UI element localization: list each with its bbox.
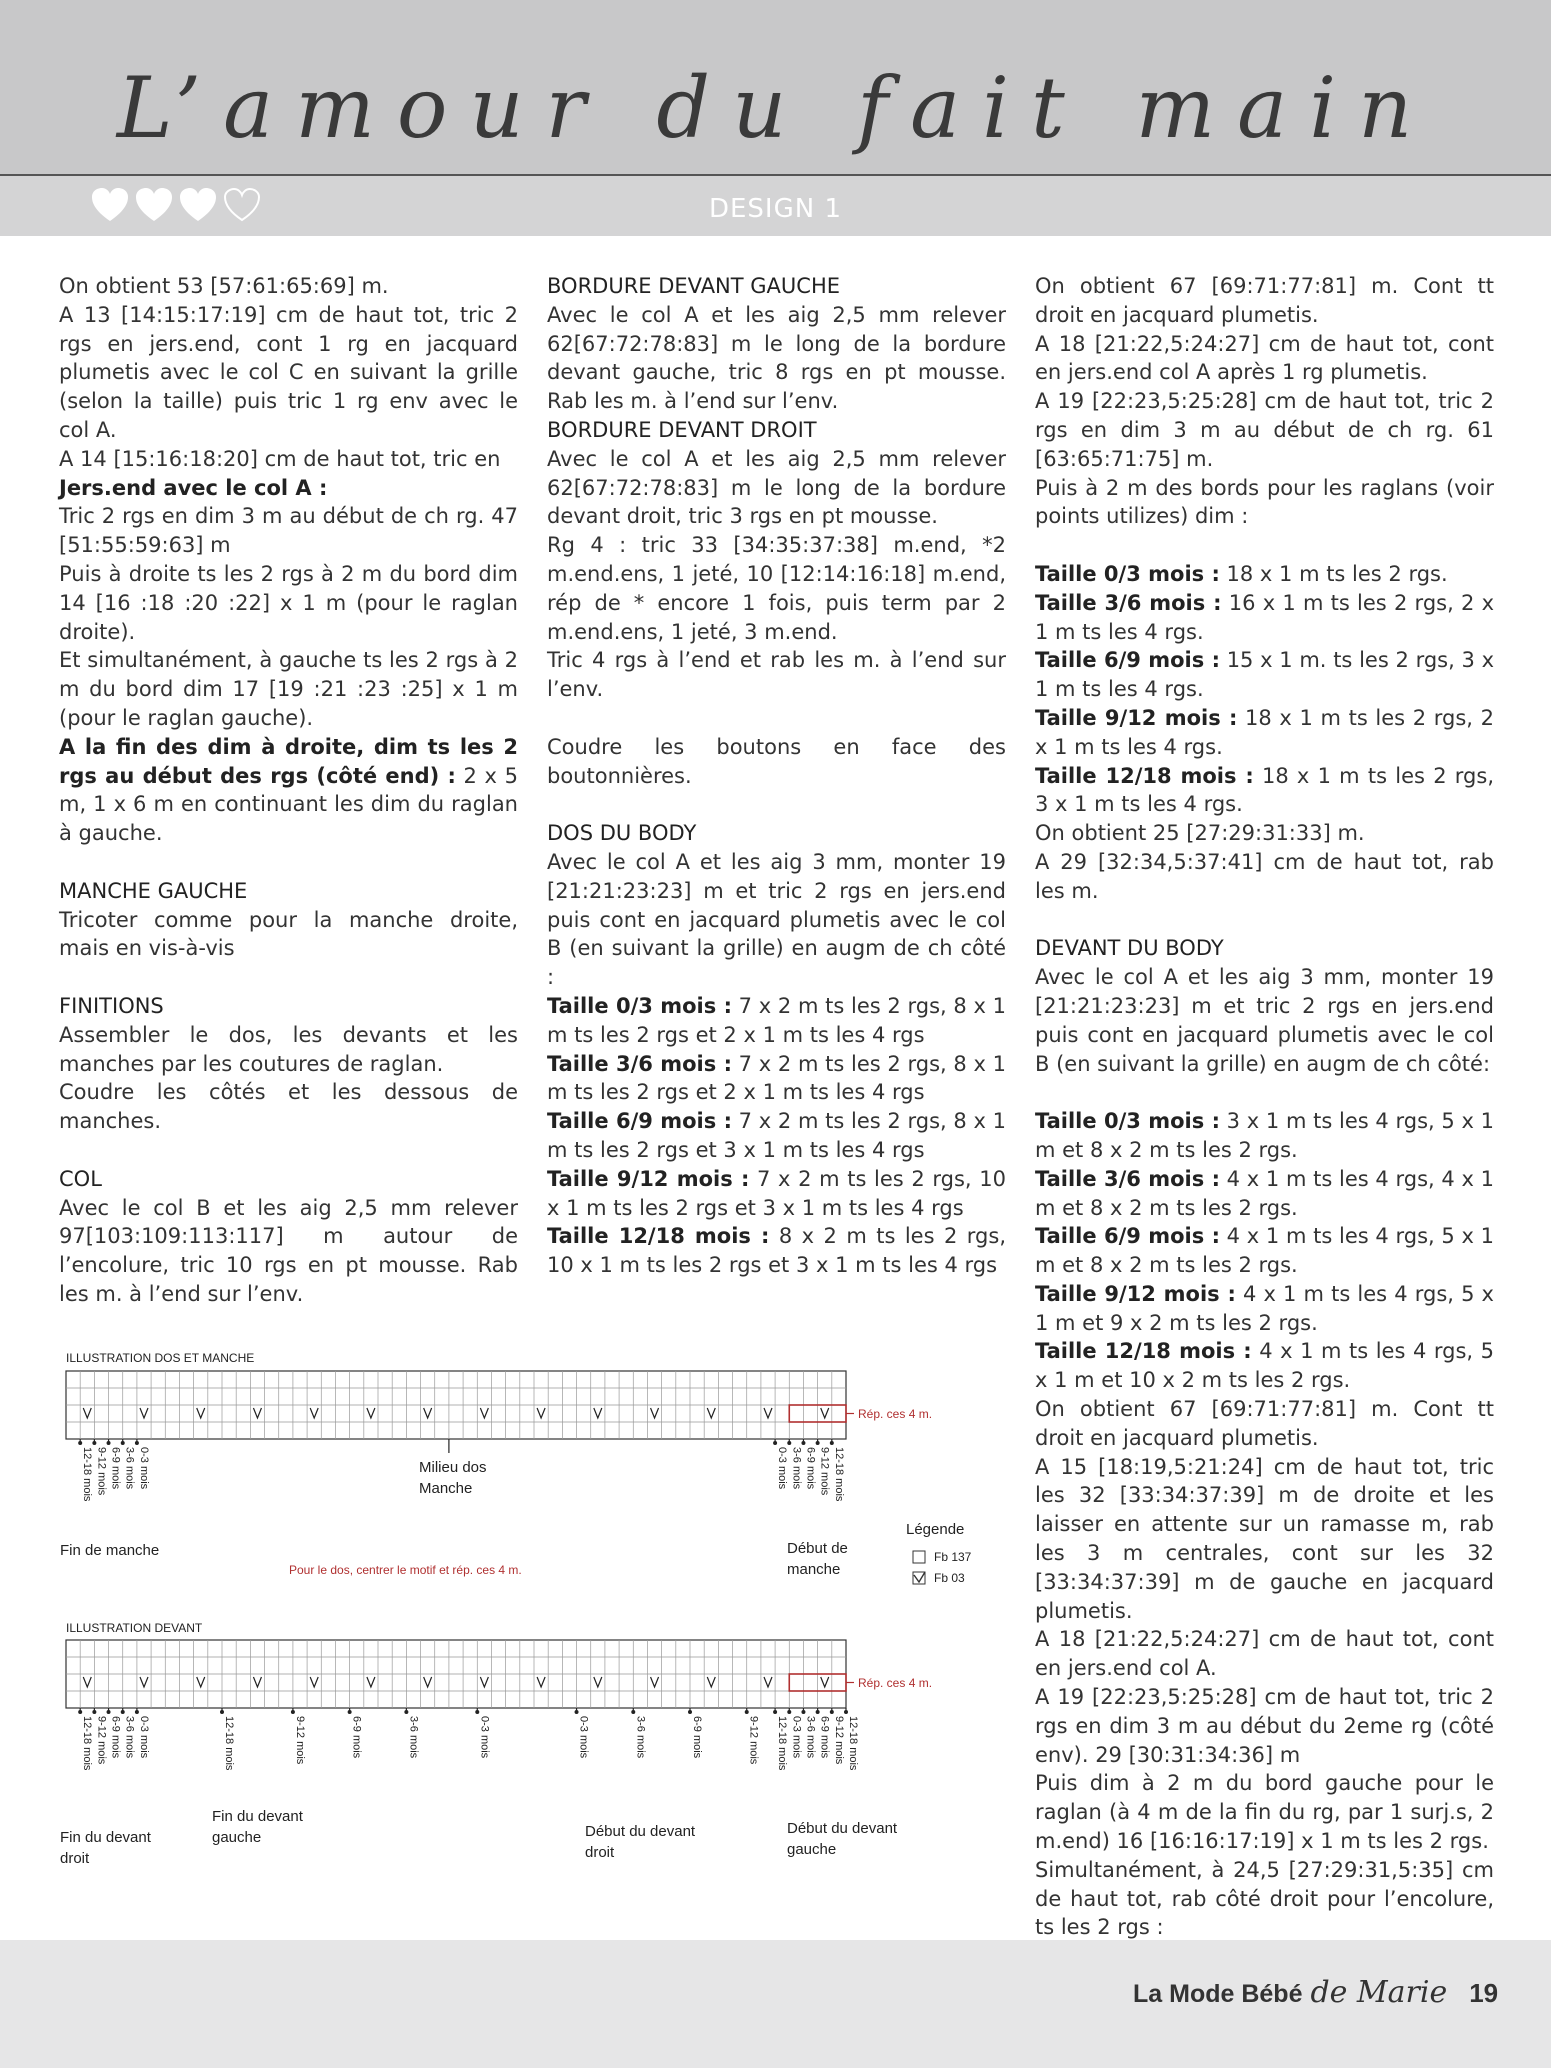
size-label: 9-12 mois bbox=[747, 1716, 760, 1765]
paragraph bbox=[59, 474, 518, 503]
size-tick-dot bbox=[801, 1441, 805, 1445]
paragraph-text: Puis à droite ts les 2 rgs à 2 m du bord dim 14 [16 :18 :20 :22] x 1 m (pour le raglan droite). bbox=[59, 561, 518, 644]
bold-lead: Taille 12/18 mois : bbox=[1035, 1339, 1252, 1364]
size-tick-dot bbox=[830, 1710, 834, 1714]
size-tick-dot bbox=[135, 1441, 139, 1445]
paragraph-text: Tric 4 rgs à l’end et rab les m. à l’end sur l’env. bbox=[547, 648, 1006, 702]
chart1-note: Pour le dos, centrer le motif et rép. ces 4 m. bbox=[289, 1563, 522, 1577]
paragraph-text: Puis à 2 m des bords pour les raglans (voir points utilizes) dim : bbox=[1035, 475, 1494, 529]
size-tick-dot bbox=[348, 1710, 352, 1714]
paragraph-text: A 29 [32:34,5:37:41] cm de haut tot, rab les m. bbox=[1035, 849, 1494, 903]
paragraph bbox=[1035, 560, 1494, 589]
paragraph bbox=[1035, 1625, 1494, 1683]
size-label: 12-18 mois bbox=[81, 1447, 94, 1502]
bold-lead: Taille 3/6 mois : bbox=[547, 1051, 732, 1076]
paragraph-text: Avec le col A et les aig 3 mm, monter 19 [21:21:23:23] m et tric 2 rgs en jers.end puis cont en jacquard plumetis avec le col B (en suivant la grille) en augm de ch côté : bbox=[547, 849, 1006, 990]
paragraph-text: 3 x 1 m ts les 4 rgs, 5 x 1 m et 8 x 2 m ts les 2 rgs. bbox=[1035, 1109, 1494, 1162]
size-tick-dot bbox=[830, 1441, 834, 1445]
paragraph-text: A 19 [22:23,5:25:28] cm de haut tot, tric 2 rgs en dim 3 m au début de ch rg. 61 [63:65:71:75] m. bbox=[1035, 389, 1494, 471]
size-tick-dot bbox=[121, 1441, 125, 1445]
section-label: DESIGN 1 bbox=[708, 194, 843, 224]
paragraph bbox=[547, 531, 1006, 646]
paragraph-text: 7 x 2 m ts les 2 rgs, 8 x 1 m ts les 2 rgs et 2 x 1 m ts les 4 rgs bbox=[547, 1051, 1006, 1105]
chart1-debut-label-2: manche bbox=[787, 1561, 841, 1578]
paragraph bbox=[1035, 704, 1494, 762]
paragraph-text: Puis dim à 2 m du bord gauche pour le raglan (à 4 m de la fin du rg, par 1 surj.s, 2 m.end) 16 [16:16:17:19] x 1 m ts les 2 rgs. bbox=[1035, 1771, 1494, 1854]
chart2-debut-droit-1: Début du devant bbox=[585, 1823, 696, 1840]
paragraph bbox=[547, 445, 1006, 531]
size-label: 3-6 mois bbox=[634, 1716, 647, 1759]
size-label: 6-9 mois bbox=[109, 1447, 122, 1490]
size-tick-dot bbox=[78, 1441, 82, 1445]
size-label: 0-3 mois bbox=[577, 1716, 590, 1759]
chart1-fin-label: Fin de manche bbox=[60, 1542, 160, 1559]
paragraph-text: Avec le col A et les aig 2,5 mm relever 62[67:72:78:83] m le long de la bordure devant droit, tric 3 rgs en pt mousse. bbox=[547, 446, 1006, 529]
bold-lead: Taille 3/6 mois : bbox=[1035, 1166, 1220, 1191]
paragraph-text: 4 x 1 m ts les 4 rgs, 5 x 1 m et 10 x 2 m ts les 2 rgs. bbox=[1035, 1339, 1494, 1393]
size-label: 6-9 mois bbox=[818, 1716, 831, 1759]
chart2-fin-droit-2: droit bbox=[60, 1850, 90, 1867]
paragraph bbox=[1035, 589, 1494, 647]
paragraph-text: 18 x 1 m ts les 2 rgs, 2 x 1 m ts les 4 rgs. bbox=[1035, 705, 1494, 759]
paragraph-spacer bbox=[1035, 1078, 1494, 1107]
size-label: 3-6 mois bbox=[123, 1447, 136, 1490]
size-tick-dot bbox=[631, 1710, 635, 1714]
footer-brand bbox=[1133, 1975, 1498, 2010]
paragraph bbox=[547, 733, 1006, 791]
paragraph-text: 4 x 1 m ts les 4 rgs, 5 x 1 m et 8 x 2 m ts les 2 rgs. bbox=[1035, 1224, 1494, 1278]
paragraph-text: Avec le col B et les aig 2,5 mm relever 97[103:109:113:117] m autour de l’encolure, tric 10 rgs en pt mousse. Rab les m. à l’end sur l’env. bbox=[59, 1195, 518, 1306]
paragraph bbox=[547, 992, 1006, 1050]
bold-lead: Taille 9/12 mois : bbox=[547, 1166, 750, 1191]
paragraph-text: On obtient 25 [27:29:31:33] m. bbox=[1035, 821, 1365, 846]
size-tick-dot bbox=[291, 1710, 295, 1714]
size-label: 3-6 mois bbox=[804, 1716, 817, 1759]
size-label: 3-6 mois bbox=[123, 1716, 136, 1759]
bold-lead: A la fin des dim à droite, dim ts les 2 rgs au début des rgs (côté end) : bbox=[59, 734, 518, 788]
size-label: 3-6 mois bbox=[790, 1447, 803, 1490]
paragraph bbox=[59, 646, 518, 732]
paragraph-text: A 18 [21:22,5:24:27] cm de haut tot, cont en jers.end col A après 1 rg plumetis. bbox=[1035, 331, 1494, 385]
paragraph bbox=[1035, 330, 1494, 388]
size-label: 6-9 mois bbox=[109, 1716, 122, 1759]
size-label: 6-9 mois bbox=[350, 1716, 363, 1759]
chart1-center-label-1: Milieu dos bbox=[419, 1459, 487, 1476]
chart1-grid bbox=[66, 1371, 854, 1439]
legend-title: Légende bbox=[906, 1521, 965, 1538]
paragraph bbox=[547, 646, 1006, 704]
bold-lead: Taille 3/6 mois : bbox=[1035, 590, 1222, 615]
brand-name: La Mode Bébé bbox=[1133, 1980, 1303, 2008]
paragraph-text: 15 x 1 m. ts les 2 rgs, 3 x 1 m ts les 4 rgs. bbox=[1035, 648, 1494, 702]
size-label: 6-9 mois bbox=[691, 1716, 703, 1759]
paragraph bbox=[59, 301, 518, 445]
size-label: 0-3 mois bbox=[137, 1716, 150, 1759]
size-tick-dot bbox=[816, 1441, 820, 1445]
paragraph-text: Tricoter comme pour la manche droite, mais en vis-à-vis bbox=[59, 907, 518, 961]
paragraph-text: 4 x 1 m ts les 4 rgs, 4 x 1 m et 8 x 2 m ts les 2 rgs. bbox=[1035, 1166, 1494, 1220]
section-heading: COL bbox=[59, 1166, 102, 1191]
page-title: L’amour du fait main bbox=[116, 59, 1435, 157]
section-heading: BORDURE DEVANT GAUCHE bbox=[547, 274, 841, 298]
size-label: 9-12 mois bbox=[293, 1716, 306, 1765]
size-tick-dot bbox=[107, 1441, 111, 1445]
size-label: 0-3 mois bbox=[137, 1447, 150, 1490]
bold-lead: Taille 0/3 mois : bbox=[1035, 561, 1220, 586]
size-tick-dot bbox=[475, 1710, 479, 1714]
paragraph-text: Rg 4 : tric 33 [34:35:37:38] m.end, *2 m.end.ens, 1 jeté, 10 [12:14:16:18] m.end, rép de * encore 1 fois, puis term par 2 m.end.ens, 1 jeté, 3 m.end. bbox=[547, 533, 1006, 644]
size-tick-dot bbox=[688, 1710, 692, 1714]
paragraph-text: On obtient 53 [57:61:65:69] m. bbox=[59, 274, 389, 298]
bold-lead: Taille 6/9 mois : bbox=[547, 1109, 732, 1134]
size-label: 9-12 mois bbox=[818, 1447, 831, 1496]
paragraph bbox=[1035, 1280, 1494, 1338]
paragraph bbox=[1035, 963, 1494, 1078]
paragraph-text: On obtient 67 [69:71:77:81] m. Cont tt droit en jacquard plumetis. bbox=[1035, 274, 1494, 327]
paragraph-spacer bbox=[59, 848, 518, 877]
paragraph-text: A 14 [15:16:18:20] cm de haut tot, tric en bbox=[59, 446, 501, 471]
size-tick-dot bbox=[801, 1710, 805, 1714]
size-tick-dot bbox=[121, 1710, 125, 1714]
bold-lead: Taille 0/3 mois : bbox=[1035, 1109, 1220, 1134]
size-label: 9-12 mois bbox=[95, 1447, 108, 1496]
section-heading: DEVANT DU BODY bbox=[1035, 936, 1224, 961]
size-label: 9-12 mois bbox=[832, 1716, 845, 1765]
chart2-debut-droit-2: droit bbox=[585, 1844, 615, 1861]
size-label: 12-18 mois bbox=[847, 1716, 859, 1771]
text-column-2 bbox=[547, 272, 1006, 1280]
paragraph-text: Simultanément, à 24,5 [27:29:31,5:35] cm de haut tot, rab côté droit pour l’encolure, ts les 2 rgs : bbox=[1035, 1857, 1494, 1940]
paragraph bbox=[1035, 762, 1494, 820]
paragraph bbox=[1035, 1395, 1494, 1453]
size-tick-dot bbox=[773, 1710, 777, 1714]
chart1-center-label-2: Manche bbox=[419, 1480, 473, 1497]
size-label: 12-18 mois bbox=[832, 1447, 845, 1502]
size-label: 12-18 mois bbox=[776, 1716, 789, 1771]
size-label: 0-3 mois bbox=[790, 1716, 803, 1759]
paragraph-text: A 18 [21:22,5:24:27] cm de haut tot, cont en jers.end col A. bbox=[1035, 1627, 1494, 1681]
size-tick-dot bbox=[135, 1710, 139, 1714]
chart2-debut-gauche-2: gauche bbox=[787, 1841, 837, 1858]
chart2-size-ticks bbox=[78, 1708, 859, 1771]
paragraph-text: A 19 [22:23,5:25:28] cm de haut tot, tric 2 rgs en dim 3 m au début du 2eme rg (côté env). 29 [30:31:34:36] m bbox=[1035, 1685, 1494, 1767]
legend-item-fb137: Fb 137 bbox=[934, 1550, 972, 1564]
paragraph bbox=[59, 733, 518, 848]
paragraph bbox=[1035, 1165, 1494, 1223]
size-tick-dot bbox=[816, 1710, 820, 1714]
paragraph bbox=[1035, 1222, 1494, 1280]
size-tick-dot bbox=[404, 1710, 408, 1714]
chart1-title: ILLUSTRATION DOS ET MANCHE bbox=[66, 1351, 255, 1365]
paragraph bbox=[1035, 848, 1494, 906]
size-tick-dot bbox=[107, 1710, 111, 1714]
chart2-fin-droit-1: Fin du devant bbox=[60, 1829, 151, 1846]
paragraph-spacer bbox=[547, 790, 1006, 819]
paragraph-text: 18 x 1 m ts les 2 rgs, 3 x 1 m ts les 4 rgs. bbox=[1035, 763, 1494, 817]
size-label: 0-3 mois bbox=[478, 1716, 491, 1759]
size-tick-dot bbox=[78, 1710, 82, 1714]
size-tick-dot bbox=[92, 1441, 96, 1445]
paragraph-text: Tric 2 rgs en dim 3 m au début de ch rg. 47 [51:55:59:63] m bbox=[59, 504, 518, 558]
page-number: 19 bbox=[1469, 1978, 1499, 2008]
knitting-charts bbox=[56, 1348, 976, 1888]
legend-item-fb03: Fb 03 bbox=[934, 1571, 965, 1585]
section-heading: BORDURE DEVANT DROIT bbox=[547, 417, 817, 442]
paragraph-text: 7 x 2 m ts les 2 rgs, 8 x 1 m ts les 2 rgs et 2 x 1 m ts les 4 rgs bbox=[547, 993, 1006, 1047]
paragraph bbox=[547, 1165, 1006, 1223]
section-heading: DOS DU BODY bbox=[547, 821, 697, 846]
paragraph-spacer bbox=[59, 963, 518, 992]
bold-lead: Taille 6/9 mois : bbox=[1035, 1224, 1220, 1249]
paragraph-text: 16 x 1 m ts les 2 rgs, 2 x 1 m ts les 4 rgs. bbox=[1035, 590, 1495, 644]
section-heading: FINITIONS bbox=[59, 993, 164, 1018]
paragraph-spacer bbox=[59, 1136, 518, 1165]
chart2-grid bbox=[66, 1640, 854, 1708]
chart2-fin-gauche-2: gauche bbox=[212, 1829, 262, 1846]
paragraph-text: On obtient 67 [69:71:77:81] m. Cont tt droit en jacquard plumetis. bbox=[1035, 1397, 1494, 1450]
paragraph bbox=[59, 502, 518, 560]
bold-lead: Taille 6/9 mois : bbox=[1035, 648, 1220, 673]
size-label: 9-12 mois bbox=[95, 1716, 108, 1765]
paragraph bbox=[547, 848, 1006, 992]
section-heading: MANCHE GAUCHE bbox=[59, 878, 248, 903]
paragraph bbox=[547, 1107, 1006, 1165]
chart2-debut-gauche-1: Début du devant bbox=[787, 1820, 898, 1837]
paragraph-text: Assembler le dos, les devants et les manches par les coutures de raglan. bbox=[59, 1022, 518, 1076]
paragraph-spacer bbox=[1035, 531, 1494, 560]
chart1-debut-label-1: Début de bbox=[787, 1540, 848, 1557]
size-tick-dot bbox=[745, 1710, 749, 1714]
paragraph bbox=[59, 1194, 518, 1309]
paragraph bbox=[59, 560, 518, 646]
brand-script: de Marie bbox=[1310, 1975, 1448, 2010]
paragraph bbox=[1035, 474, 1494, 532]
paragraph-text: 7 x 2 m ts les 2 rgs, 8 x 1 m ts les 2 rgs et 3 x 1 m ts les 4 rgs bbox=[547, 1109, 1006, 1162]
text-column-1 bbox=[59, 272, 518, 1309]
paragraph bbox=[59, 272, 518, 301]
paragraph-text: 7 x 2 m ts les 2 rgs, 10 x 1 m ts les 2 rgs et 3 x 1 m ts les 4 rgs bbox=[547, 1166, 1006, 1220]
paragraph bbox=[59, 1078, 518, 1136]
size-tick-dot bbox=[220, 1710, 224, 1714]
text-column-3 bbox=[1035, 272, 1494, 1942]
paragraph bbox=[1035, 1453, 1494, 1626]
chart2-fin-gauche-1: Fin du devant bbox=[212, 1808, 303, 1825]
paragraph bbox=[1035, 387, 1494, 473]
chart1-rep-label: Rép. ces 4 m. bbox=[858, 1407, 933, 1421]
paragraph-text: 18 x 1 m ts les 2 rgs. bbox=[1219, 561, 1448, 586]
size-label: 12-18 mois bbox=[223, 1716, 235, 1771]
paragraph bbox=[547, 1050, 1006, 1108]
size-label: 3-6 mois bbox=[407, 1716, 420, 1759]
paragraph-text: Coudre les boutons en face des boutonnières. bbox=[547, 734, 1006, 788]
paragraph-text: A 15 [18:19,5:21:24] cm de haut tot, tric les 32 [33:34:37:39] m de droite et les laisser en attente sur un ramasse m, rab les 3 m centrales, cont sur les 32 [33:34:37:39] m de gauche en jacquard plumetis. bbox=[1035, 1454, 1494, 1623]
paragraph bbox=[547, 301, 1006, 416]
chart2-rep-label: Rép. ces 4 m. bbox=[858, 1676, 933, 1690]
paragraph-text: A 13 [14:15:17:19] cm de haut tot, tric 2 rgs en jers.end, cont 1 rg en jacquard plumetis avec le col C en suivant la grille (selon la taille) puis tric 1 rg env avec le col A. bbox=[59, 302, 518, 442]
paragraph bbox=[547, 1222, 1006, 1280]
legend-swatch-fb137 bbox=[913, 1551, 925, 1563]
paragraph-spacer bbox=[1035, 906, 1494, 935]
bold-lead: Taille 9/12 mois : bbox=[1035, 1281, 1236, 1306]
paragraph-text: Coudre les côtés et les dessous de manches. bbox=[59, 1080, 518, 1134]
paragraph bbox=[1035, 819, 1494, 848]
paragraph bbox=[1035, 1769, 1494, 1855]
paragraph-spacer bbox=[547, 704, 1006, 733]
paragraph bbox=[1035, 1856, 1494, 1942]
bold-lead: Taille 9/12 mois : bbox=[1035, 705, 1238, 730]
paragraph bbox=[1035, 646, 1494, 704]
chart2-title: ILLUSTRATION DEVANT bbox=[66, 1621, 203, 1635]
size-tick-dot bbox=[844, 1710, 848, 1714]
size-label: 12-18 mois bbox=[81, 1716, 94, 1771]
bold-lead: Taille 12/18 mois : bbox=[547, 1224, 770, 1249]
paragraph bbox=[59, 906, 518, 964]
paragraph-text: 8 x 2 m ts les 2 rgs, 10 x 1 m ts les 2 rgs et 3 x 1 m ts les 4 rgs bbox=[547, 1224, 1006, 1278]
size-tick-dot bbox=[787, 1441, 791, 1445]
paragraph bbox=[1035, 1683, 1494, 1769]
size-label: 6-9 mois bbox=[804, 1447, 817, 1490]
paragraph bbox=[59, 445, 518, 474]
paragraph-text: Avec le col A et les aig 3 mm, monter 19 [21:21:23:23] m et tric 2 rgs en jers.end puis cont en jacquard plumetis avec le col B (en suivant la grille) en augm de ch côté: bbox=[1035, 965, 1494, 1076]
paragraph-text: Avec le col A et les aig 2,5 mm relever 62[67:72:78:83] m le long de la bordure devant gauche, tric 8 rgs en pt mousse. Rab les m. à l’end sur l’env. bbox=[547, 302, 1006, 414]
paragraph-text: 4 x 1 m ts les 4 rgs, 5 x 1 m et 9 x 2 m ts les 2 rgs. bbox=[1035, 1281, 1494, 1335]
paragraph bbox=[1035, 1107, 1494, 1165]
bold-lead: Jers.end avec le col A : bbox=[59, 475, 328, 500]
paragraph-text: Et simultanément, à gauche ts les 2 rgs à 2 m du bord dim 17 [19 :21 :23 :25] x 1 m (pour le raglan gauche). bbox=[59, 648, 518, 730]
size-tick-dot bbox=[773, 1441, 777, 1445]
bold-lead: Taille 0/3 mois : bbox=[547, 993, 732, 1018]
size-tick-dot bbox=[92, 1710, 96, 1714]
size-tick-dot bbox=[575, 1710, 579, 1714]
paragraph bbox=[59, 1021, 518, 1079]
paragraph bbox=[1035, 1337, 1494, 1395]
paragraph-text: 2 x 5 m, 1 x 6 m en continuant les dim du raglan à gauche. bbox=[59, 763, 518, 846]
bold-lead: Taille 12/18 mois : bbox=[1035, 763, 1254, 788]
paragraph bbox=[1035, 272, 1494, 330]
size-label: 0-3 mois bbox=[776, 1447, 789, 1490]
size-tick-dot bbox=[787, 1710, 791, 1714]
